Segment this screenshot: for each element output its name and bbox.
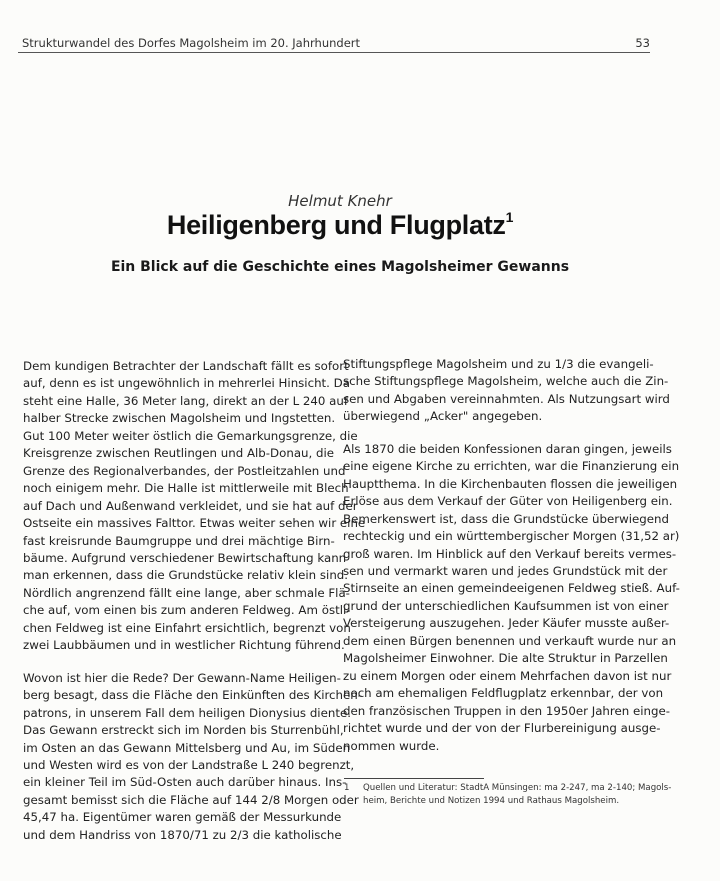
footnote-rule — [344, 778, 484, 779]
right-paragraph-2 — [343, 441, 680, 755]
text-line: fast kreisrunde Baumgruppe und drei mächtige Birn- — [23, 533, 335, 548]
article-author: Helmut Knehr — [288, 192, 392, 210]
text-line: grund der unterschiedlichen Kaufsummen ist von einer — [343, 598, 669, 613]
left-paragraph-2 — [23, 670, 363, 845]
text-line: richtet wurde und der von der Flurbereinigung ausge- — [343, 721, 661, 736]
text-line: dem einen Bürgen benennen und verkauft wurde nur an — [343, 633, 677, 648]
text-line: Grenze des Regionalverbandes, der Postleitzahlen und — [23, 463, 346, 478]
text-line: eine eigene Kirche zu errichten, war die Finanzierung ein — [343, 459, 680, 474]
text-line: und dem Handriss von 1870/71 zu 2/3 die katholische — [23, 827, 342, 842]
footnote-line: Quellen und Literatur: StadtA Münsingen: ma 2-247, ma 2-140; Magols- — [363, 783, 672, 793]
text-line: Als 1870 die beiden Konfessionen daran gingen, jeweils — [343, 441, 672, 456]
text-line: rechteckig und ein württembergischer Morgen (31,52 ar) — [343, 529, 680, 544]
text-line: groß waren. Im Hinblick auf den Verkauf bereits vermes- — [343, 546, 677, 561]
text-line: bäume. Aufgrund verschiedener Bewirtschaftung kann — [23, 550, 347, 565]
text-line: zu einem Morgen oder einem Mehrfachen davon ist nur — [343, 668, 672, 683]
header-rule — [18, 52, 650, 53]
right-paragraph-1 — [343, 356, 670, 426]
text-line: den französischen Truppen in den 1950er Jahren einge- — [343, 703, 671, 718]
left-paragraph-1 — [23, 358, 366, 655]
paragraph-gap — [343, 426, 655, 441]
text-line: Stirnseite an einen gemeindeeigenen Feldweg stieß. Auf- — [343, 581, 680, 596]
left-column — [23, 358, 366, 844]
text-line: zwei Laubbäumen und in westlicher Richtung führend. — [23, 638, 345, 653]
text-line: auf Dach und Außenwand verkleidet, und sie hat auf der — [23, 498, 358, 513]
title-footnote-ref: 1 — [505, 209, 514, 225]
text-line: auf, denn es ist ungewöhnlich in mehrerlei Hinsicht. Da — [23, 376, 350, 391]
article-subtitle: Ein Blick auf die Geschichte eines Magolsheimer Gewanns — [110, 259, 570, 275]
footnote-number: 1 — [344, 783, 350, 793]
text-line: noch am ehemaligen Feldflugplatz erkennbar, der von — [343, 686, 664, 701]
text-line: Stiftungspflege Magolsheim und zu 1/3 die evangeli- — [343, 357, 654, 371]
text-line: Wovon ist hier die Rede? Der Gewann-Name Heiligen- — [23, 670, 341, 685]
footnote — [344, 782, 672, 808]
text-line: steht eine Halle, 36 Meter lang, direkt an der L 240 auf — [23, 393, 349, 408]
text-line: und Westen wird es von der Landstraße L 240 begrenzt, — [23, 757, 355, 772]
text-line: Erlöse aus dem Verkauf der Güter von Heiligenberg ein. — [343, 494, 673, 509]
text-line: berg besagt, dass die Fläche den Einkünften des Kirchen- — [23, 688, 363, 703]
text-line: noch einigem mehr. Die Halle ist mittlerweile mit Blech — [23, 481, 349, 496]
text-line: che auf, vom einen bis zum anderen Feldweg. Am östli- — [23, 603, 351, 618]
running-title: Strukturwandel des Dorfes Magolsheim im 20. Jahrhundert — [22, 36, 361, 50]
text-line: Versteigerung auszugehen. Jeder Käufer musste außer- — [343, 616, 670, 631]
footnote-text — [363, 782, 672, 808]
text-line: halber Strecke zwischen Magolsheim und Ingstetten. — [23, 411, 336, 426]
text-line: chen Feldweg ist eine Einfahrt ersichtlich, begrenzt von — [23, 620, 351, 635]
text-line: im Osten an das Gewann Mittelsberg und Au, im Süden — [23, 740, 351, 755]
text-line: Magolsheimer Einwohner. Die alte Struktur in Parzellen — [343, 651, 668, 666]
text-line: Gut 100 Meter weiter östlich die Gemarkungsgrenze, die — [23, 428, 358, 443]
paragraph-gap — [23, 655, 335, 670]
text-line: Dem kundigen Betrachter der Landschaft fällt es sofort — [23, 359, 349, 373]
text-line: Bemerkenswert ist, dass die Grundstücke überwiegend — [343, 511, 670, 526]
text-line: patrons, in unserem Fall dem heiligen Dionysius diente. — [23, 705, 351, 720]
text-line: Ostseite ein massives Falttor. Etwas weiter sehen wir eine — [23, 516, 366, 531]
footnote-line: heim, Berichte und Notizen 1994 und Rathaus Magolsheim. — [363, 796, 620, 806]
page-number: 53 — [635, 36, 650, 50]
text-line: sche Stiftungspflege Magolsheim, welche auch die Zin- — [343, 374, 669, 389]
text-line: gesamt bemisst sich die Fläche auf 144 2/8 Morgen oder — [23, 792, 359, 807]
text-line: Kreisgrenze zwischen Reutlingen und Alb-Donau, die — [23, 446, 335, 461]
right-column — [343, 356, 680, 755]
text-line: ein kleiner Teil im Süd-Osten auch darüber hinaus. Ins- — [23, 775, 347, 790]
text-line: nommen wurde. — [343, 738, 440, 753]
article-title: Heiligenberg und Flugplatz — [166, 210, 506, 240]
text-line: sen und vermarkt waren und jedes Grundstück mit der — [343, 563, 668, 578]
article-title-block — [0, 210, 680, 241]
text-line: Nördlich angrenzend fällt eine lange, aber schmale Flä- — [23, 585, 350, 600]
text-line: überwiegend „Acker" angegeben. — [343, 409, 543, 424]
text-line: Hauptthema. In die Kirchenbauten flossen die jeweiligen — [343, 476, 678, 491]
text-line: man erkennen, dass die Grundstücke relativ klein sind. — [23, 568, 349, 583]
text-line: Das Gewann erstreckt sich im Norden bis Sturrenbühl, — [23, 723, 344, 738]
text-line: 45,47 ha. Eigentümer waren gemäß der Messurkunde — [23, 810, 342, 825]
text-line: sen und Abgaben vereinnahmten. Als Nutzungsart wird — [343, 391, 670, 406]
